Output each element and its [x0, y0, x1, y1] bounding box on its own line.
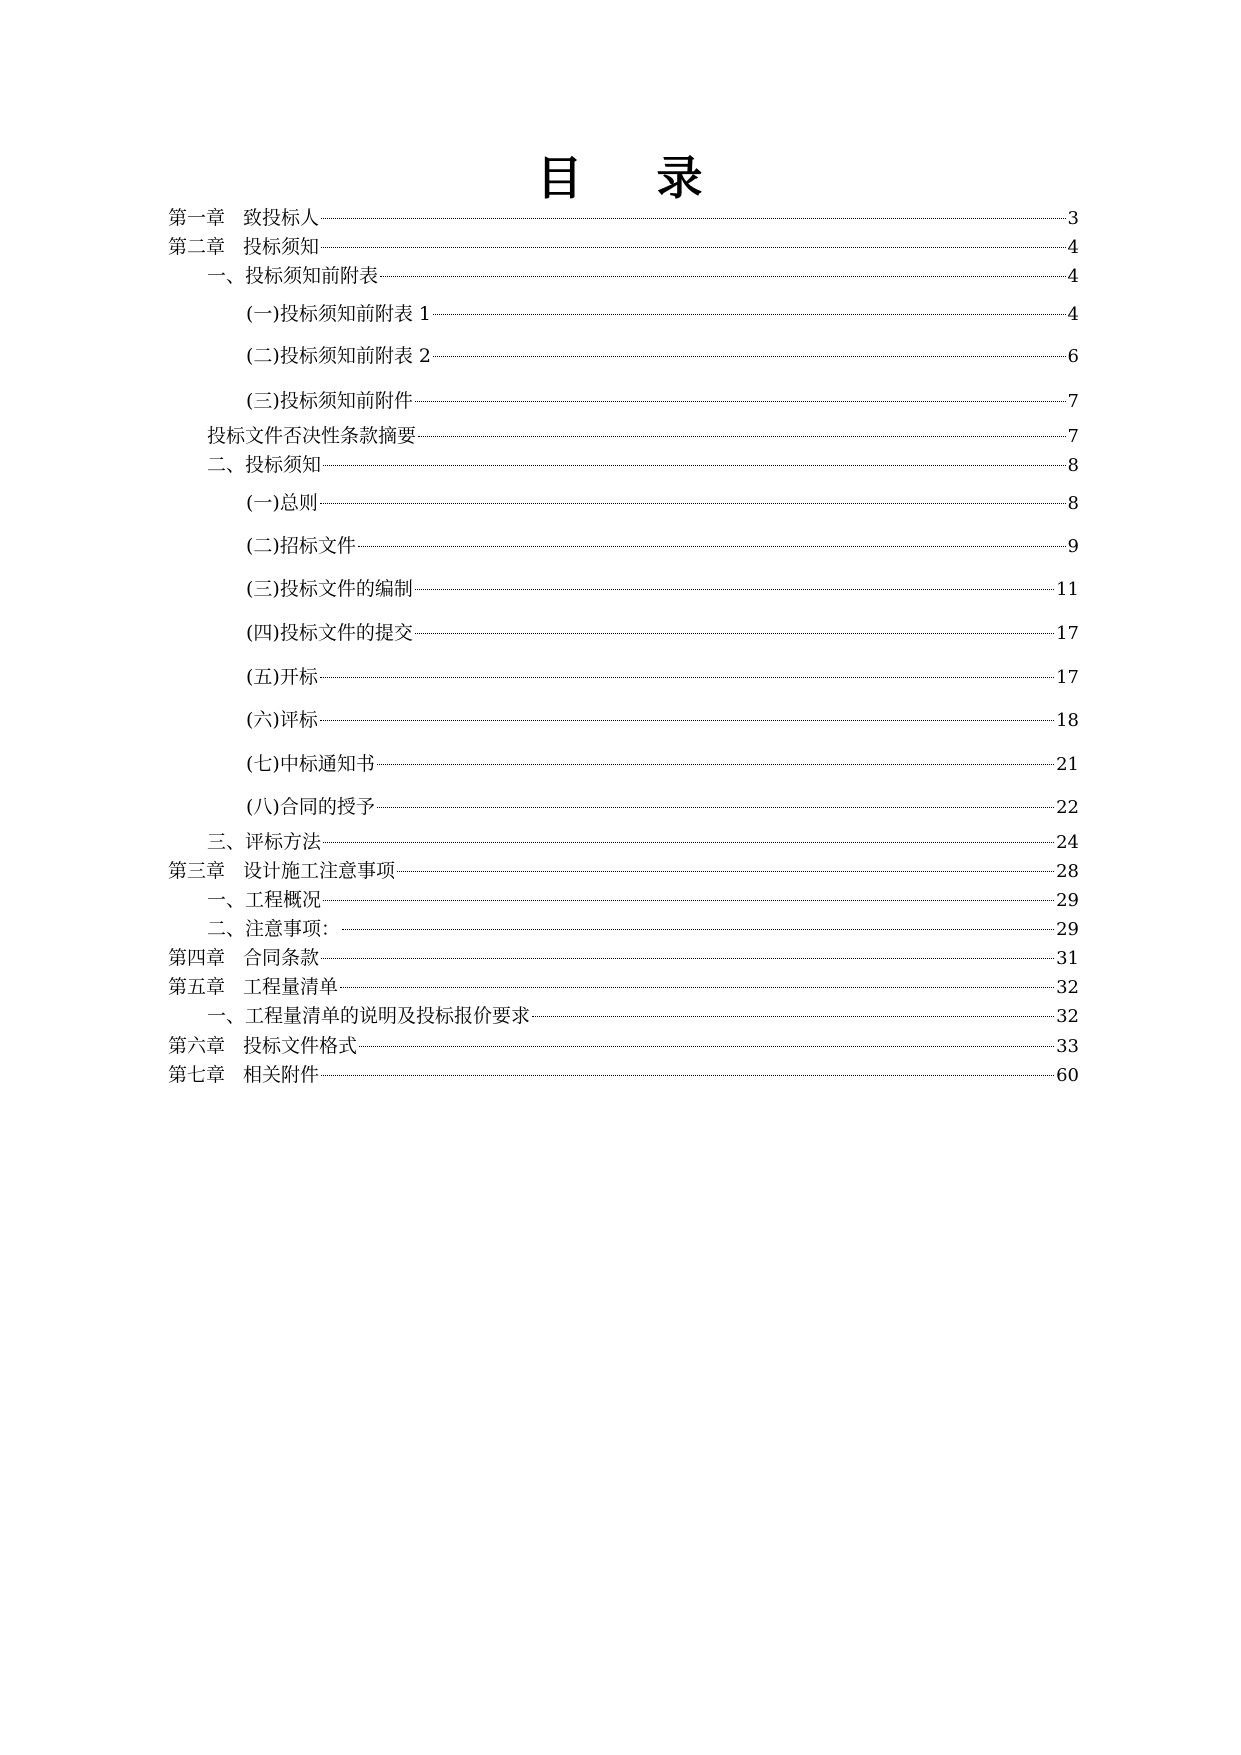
toc-dot-leader — [358, 546, 1066, 547]
toc-entry-title: 工程量清单 — [243, 976, 339, 998]
toc-dot-leader — [320, 720, 1054, 721]
toc-dot-leader — [415, 633, 1054, 634]
toc-entry-label — [246, 343, 431, 369]
toc-entry-title: (三)投标须知前附件 — [246, 390, 413, 412]
toc-entry-label — [207, 423, 416, 449]
toc-dot-leader — [323, 842, 1054, 843]
toc-entry-title: 投标文件格式 — [243, 1035, 358, 1057]
toc-entry[interactable] — [168, 1062, 1079, 1088]
toc-page-number: 32 — [1056, 977, 1079, 998]
toc-entry-label — [207, 887, 321, 913]
toc-page-number: 4 — [1067, 304, 1079, 325]
toc-entry[interactable] — [207, 887, 1079, 913]
toc-page-number: 21 — [1056, 754, 1079, 775]
toc-page-number: 9 — [1067, 536, 1079, 557]
toc-entry-title: (八)合同的授予 — [246, 796, 375, 818]
toc-dot-leader — [323, 465, 1066, 466]
toc-dot-leader — [320, 677, 1054, 678]
toc-dot-leader — [415, 589, 1054, 590]
toc-page-number: 32 — [1056, 1006, 1079, 1027]
toc-entry-title: 二、注意事项： — [207, 918, 341, 940]
toc-entry[interactable] — [246, 794, 1079, 820]
toc-dot-leader — [321, 958, 1054, 959]
toc-dot-leader — [321, 247, 1066, 248]
toc-entry-label — [207, 452, 321, 478]
toc-dot-leader — [377, 807, 1054, 808]
toc-dot-leader — [380, 276, 1066, 277]
toc-page-number: 3 — [1067, 208, 1079, 229]
toc-chapter-number: 第四章 — [168, 947, 226, 969]
toc-page-number: 7 — [1067, 426, 1079, 447]
toc-entry-label — [207, 1003, 530, 1029]
toc-chapter-number: 第二章 — [168, 236, 226, 258]
toc-entry-label — [246, 490, 318, 516]
toc-dot-leader — [397, 871, 1054, 872]
toc-entry-label — [168, 974, 338, 1000]
toc-dot-leader — [433, 314, 1066, 315]
toc-entry-title: 投标文件否决性条款摘要 — [207, 425, 417, 447]
toc-heading-left-char: 目 — [536, 151, 585, 205]
toc-entry[interactable] — [207, 423, 1079, 449]
toc-entry[interactable] — [168, 1033, 1079, 1059]
toc-page-number: 29 — [1056, 919, 1079, 940]
toc-entry[interactable] — [246, 301, 1079, 327]
toc-entry-title: 一、工程概况 — [207, 889, 322, 911]
toc-entry-title: 一、工程量清单的说明及投标报价要求 — [207, 1005, 531, 1027]
toc-entry[interactable] — [168, 945, 1079, 971]
toc-entry-title: (二)投标须知前附表 2 — [246, 345, 431, 367]
toc-entry-label — [168, 945, 319, 971]
toc-entry-title: 投标须知 — [243, 236, 320, 258]
toc-entry[interactable] — [246, 664, 1079, 690]
toc-entry-label — [168, 1062, 319, 1088]
toc-page-number: 11 — [1056, 579, 1079, 600]
toc-heading-right-char: 录 — [656, 151, 705, 205]
toc-entry-label — [207, 829, 321, 855]
toc-page-number: 31 — [1056, 948, 1079, 969]
toc-entry-title: (一)总则 — [246, 492, 318, 514]
toc-page-number: 22 — [1056, 797, 1079, 818]
toc-dot-leader — [433, 356, 1066, 357]
toc-page-number: 6 — [1067, 346, 1079, 367]
toc-dot-leader — [321, 218, 1066, 219]
toc-page-number: 4 — [1067, 237, 1079, 258]
toc-page-number: 7 — [1067, 391, 1079, 412]
toc-entry-label — [246, 301, 431, 327]
toc-dot-leader — [415, 401, 1066, 402]
toc-entry[interactable] — [246, 388, 1079, 414]
toc-entry-label — [246, 620, 413, 646]
toc-entry[interactable] — [207, 916, 1079, 942]
toc-entry[interactable] — [168, 858, 1079, 884]
toc-page-number: 33 — [1056, 1036, 1079, 1057]
toc-page-number: 28 — [1056, 861, 1079, 882]
toc-entry-title: (七)中标通知书 — [246, 753, 375, 775]
toc-entry-title: 相关附件 — [243, 1064, 320, 1086]
toc-entry[interactable] — [246, 707, 1079, 733]
toc-entry-title: (五)开标 — [246, 666, 318, 688]
toc-entry[interactable] — [246, 343, 1079, 369]
toc-entry[interactable] — [246, 576, 1079, 602]
toc-entry[interactable] — [207, 1003, 1079, 1029]
toc-page-number: 8 — [1067, 493, 1079, 514]
toc-entry-title: 二、投标须知 — [207, 454, 322, 476]
toc-chapter-number: 第七章 — [168, 1064, 226, 1086]
toc-entry-label — [246, 576, 413, 602]
toc-dot-leader — [321, 1075, 1054, 1076]
toc-entry-title: 一、投标须知前附表 — [207, 265, 379, 287]
toc-page-number: 24 — [1056, 832, 1079, 853]
toc-dot-leader — [377, 764, 1054, 765]
toc-entry-label — [168, 234, 319, 260]
toc-entry[interactable] — [207, 829, 1079, 855]
toc-entry-title: (二)招标文件 — [246, 535, 356, 557]
toc-chapter-number: 第六章 — [168, 1035, 226, 1057]
toc-entry-title: (三)投标文件的编制 — [246, 578, 413, 600]
toc-chapter-number: 第三章 — [168, 860, 226, 882]
toc-entry[interactable] — [246, 620, 1079, 646]
toc-entry-label — [207, 263, 378, 289]
toc-entry-title: (一)投标须知前附表 1 — [246, 303, 431, 325]
toc-entry-label — [168, 1033, 357, 1059]
toc-page-number: 18 — [1056, 710, 1079, 731]
toc-dot-leader — [359, 1046, 1054, 1047]
toc-entry[interactable] — [246, 490, 1079, 516]
toc-chapter-number: 第五章 — [168, 976, 226, 998]
toc-entry-title: 三、评标方法 — [207, 831, 322, 853]
toc-page-number: 60 — [1056, 1065, 1079, 1086]
toc-entry-label — [246, 664, 318, 690]
toc-page-number: 17 — [1056, 667, 1079, 688]
toc-entry-title: 设计施工注意事项 — [243, 860, 396, 882]
toc-entry-label — [246, 751, 375, 777]
toc-dot-leader — [323, 900, 1054, 901]
toc-entry-title: 合同条款 — [243, 947, 320, 969]
toc-entry-label — [207, 916, 340, 942]
toc-entry[interactable] — [207, 263, 1079, 289]
toc-entry[interactable] — [207, 452, 1079, 478]
toc-entry[interactable] — [168, 205, 1079, 231]
toc-entry-title: (四)投标文件的提交 — [246, 622, 413, 644]
toc-entry-label — [246, 533, 356, 559]
toc-dot-leader — [342, 929, 1054, 930]
toc-entry-label — [168, 205, 319, 231]
toc-entry[interactable] — [168, 974, 1079, 1000]
toc-entry-title: (六)评标 — [246, 709, 318, 731]
toc-entry-label — [168, 858, 395, 884]
toc-entry[interactable] — [246, 533, 1079, 559]
toc-entry-label — [246, 707, 318, 733]
toc-entry-label — [246, 794, 375, 820]
toc-page-number: 4 — [1067, 266, 1079, 287]
toc-page-number: 17 — [1056, 623, 1079, 644]
toc-chapter-number: 第一章 — [168, 207, 226, 229]
toc-page-number: 8 — [1067, 455, 1079, 476]
toc-page-number: 29 — [1056, 890, 1079, 911]
toc-dot-leader — [320, 503, 1066, 504]
toc-dot-leader — [340, 987, 1054, 988]
toc-entry[interactable] — [246, 751, 1079, 777]
toc-dot-leader — [418, 436, 1066, 437]
toc-entry-title: 致投标人 — [243, 207, 320, 229]
toc-dot-leader — [532, 1016, 1054, 1017]
toc-entry-label — [246, 388, 413, 414]
toc-entry[interactable] — [168, 234, 1079, 260]
